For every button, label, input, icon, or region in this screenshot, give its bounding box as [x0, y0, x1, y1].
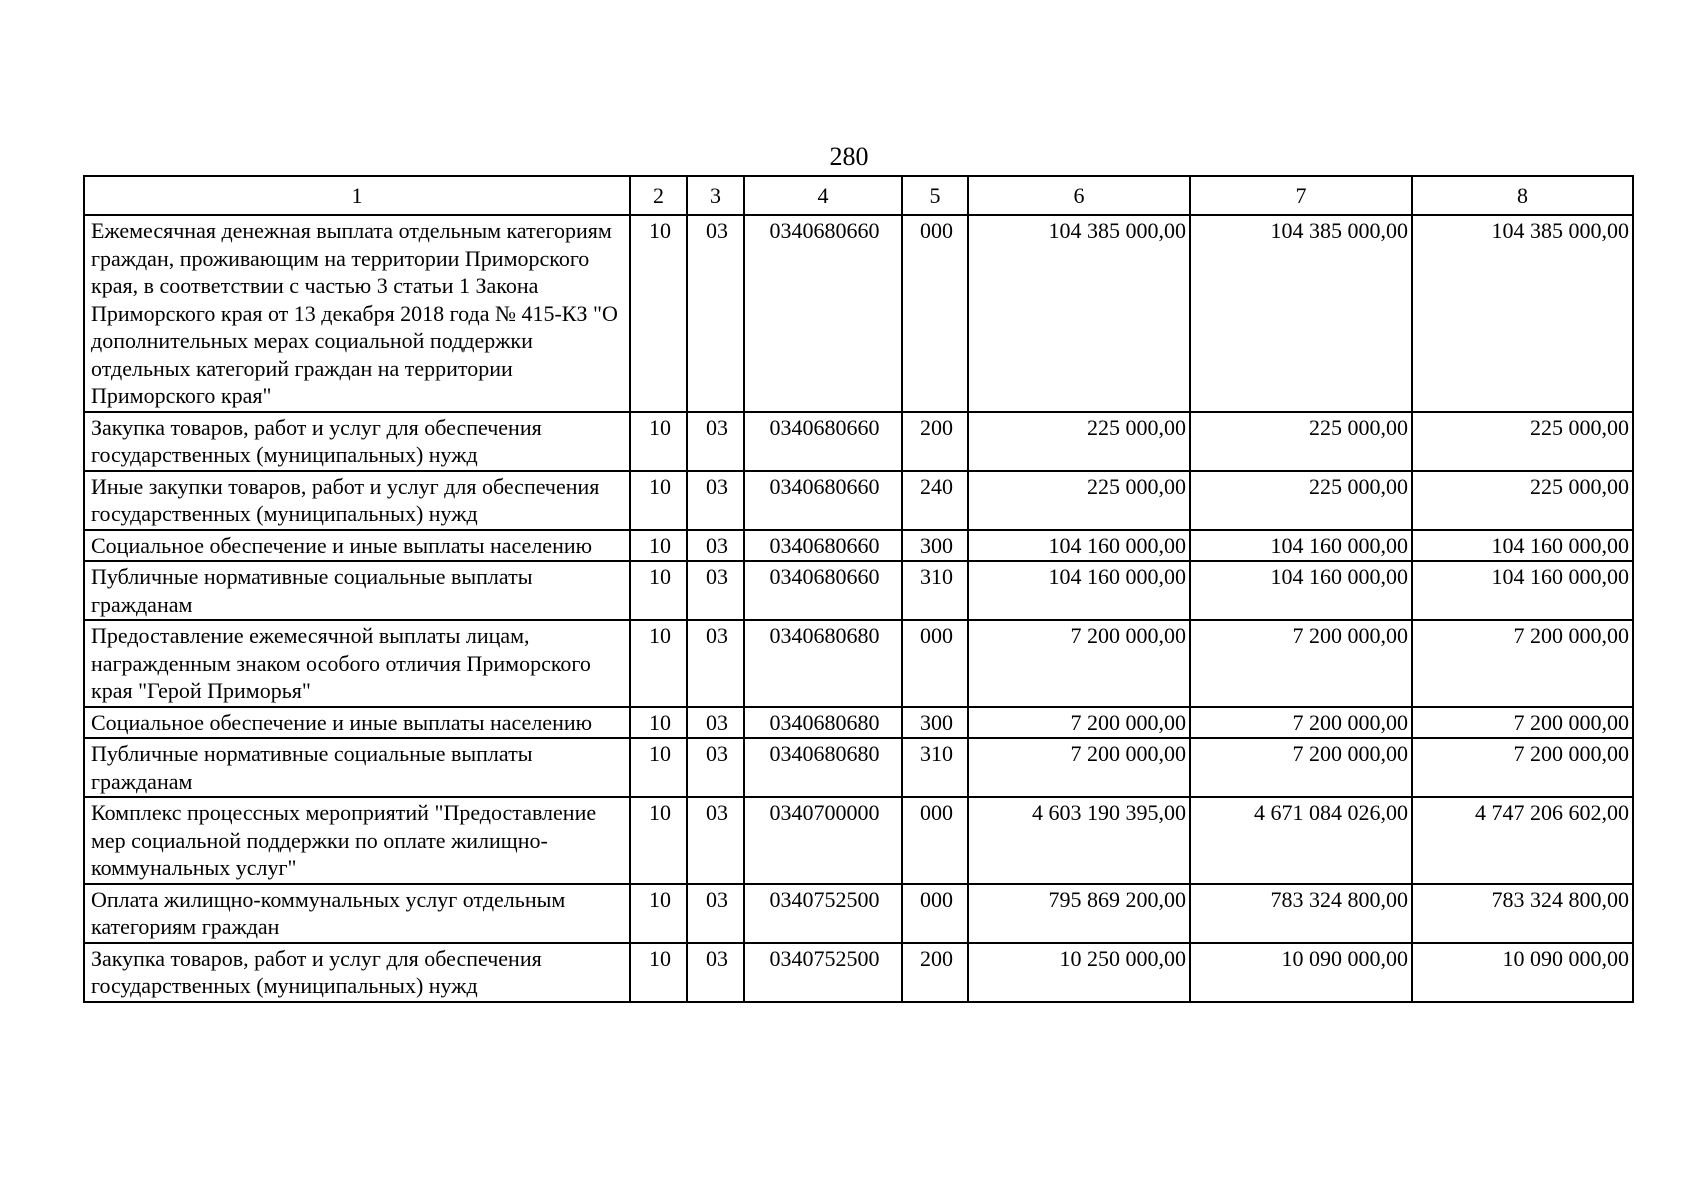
amount-cell-col7: 225 000,00	[1190, 412, 1412, 471]
row-name-cell: Публичные нормативные социальные выплаты гражданам	[84, 561, 630, 620]
amount-cell-col6: 104 385 000,00	[968, 215, 1190, 412]
section-code-cell: 10	[630, 884, 687, 943]
table-row	[84, 797, 1633, 884]
amount-cell-col7: 7 200 000,00	[1190, 738, 1412, 797]
amount-cell-col6: 4 603 190 395,00	[968, 797, 1190, 884]
amount-cell-col6: 10 250 000,00	[968, 943, 1190, 1002]
amount-cell-col6: 795 869 200,00	[968, 884, 1190, 943]
expense-type-cell: 310	[902, 561, 968, 620]
amount-cell-col7: 7 200 000,00	[1190, 707, 1412, 739]
table-body	[84, 215, 1633, 1002]
section-code-cell: 10	[630, 797, 687, 884]
amount-cell-col8: 10 090 000,00	[1412, 943, 1633, 1002]
amount-cell-col8: 225 000,00	[1412, 412, 1633, 471]
target-article-cell: 0340680680	[744, 620, 902, 707]
amount-cell-col8: 225 000,00	[1412, 471, 1633, 530]
expense-type-cell: 200	[902, 412, 968, 471]
column-header: 1	[84, 176, 630, 215]
row-name-cell: Закупка товаров, работ и услуг для обеспечения государственных (муниципальных) нужд	[84, 412, 630, 471]
target-article-cell: 0340700000	[744, 797, 902, 884]
expense-type-cell: 240	[902, 471, 968, 530]
subsection-code-cell: 03	[687, 797, 744, 884]
table-row	[84, 412, 1633, 471]
amount-cell-col6: 225 000,00	[968, 471, 1190, 530]
table-row	[84, 884, 1633, 943]
subsection-code-cell: 03	[687, 215, 744, 412]
amount-cell-col8: 104 160 000,00	[1412, 561, 1633, 620]
expense-type-cell: 000	[902, 797, 968, 884]
header-row	[84, 176, 1633, 215]
row-name-cell: Социальное обеспечение и иные выплаты населению	[84, 530, 630, 562]
table-row	[84, 707, 1633, 739]
amount-cell-col8: 7 200 000,00	[1412, 738, 1633, 797]
amount-cell-col7: 104 385 000,00	[1190, 215, 1412, 412]
target-article-cell: 0340680680	[744, 707, 902, 739]
amount-cell-col7: 104 160 000,00	[1190, 530, 1412, 562]
expense-type-cell: 000	[902, 884, 968, 943]
subsection-code-cell: 03	[687, 561, 744, 620]
amount-cell-col8: 7 200 000,00	[1412, 620, 1633, 707]
amount-cell-col7: 104 160 000,00	[1190, 561, 1412, 620]
table-row	[84, 943, 1633, 1002]
budget-table	[83, 175, 1634, 1003]
target-article-cell: 0340680660	[744, 215, 902, 412]
amount-cell-col8: 104 385 000,00	[1412, 215, 1633, 412]
subsection-code-cell: 03	[687, 738, 744, 797]
row-name-cell: Иные закупки товаров, работ и услуг для обеспечения государственных (муниципальных) нужд	[84, 471, 630, 530]
subsection-code-cell: 03	[687, 620, 744, 707]
expense-type-cell: 300	[902, 707, 968, 739]
row-name-cell: Социальное обеспечение и иные выплаты населению	[84, 707, 630, 739]
expense-type-cell: 200	[902, 943, 968, 1002]
subsection-code-cell: 03	[687, 530, 744, 562]
expense-type-cell: 000	[902, 620, 968, 707]
amount-cell-col6: 7 200 000,00	[968, 707, 1190, 739]
section-code-cell: 10	[630, 561, 687, 620]
amount-cell-col7: 7 200 000,00	[1190, 620, 1412, 707]
target-article-cell: 0340680680	[744, 738, 902, 797]
expense-type-cell: 300	[902, 530, 968, 562]
section-code-cell: 10	[630, 215, 687, 412]
section-code-cell: 10	[630, 943, 687, 1002]
amount-cell-col8: 4 747 206 602,00	[1412, 797, 1633, 884]
column-header: 4	[744, 176, 902, 215]
target-article-cell: 0340752500	[744, 884, 902, 943]
amount-cell-col6: 7 200 000,00	[968, 620, 1190, 707]
column-header: 5	[902, 176, 968, 215]
column-header: 2	[630, 176, 687, 215]
row-name-cell: Закупка товаров, работ и услуг для обеспечения государственных (муниципальных) нужд	[84, 943, 630, 1002]
table-row	[84, 561, 1633, 620]
amount-cell-col7: 225 000,00	[1190, 471, 1412, 530]
column-header: 7	[1190, 176, 1412, 215]
amount-cell-col7: 4 671 084 026,00	[1190, 797, 1412, 884]
subsection-code-cell: 03	[687, 884, 744, 943]
amount-cell-col6: 225 000,00	[968, 412, 1190, 471]
table-row	[84, 530, 1633, 562]
row-name-cell: Предоставление ежемесячной выплаты лицам, награжденным знаком особого отличия Приморского края "Герой Приморья"	[84, 620, 630, 707]
section-code-cell: 10	[630, 530, 687, 562]
amount-cell-col8: 104 160 000,00	[1412, 530, 1633, 562]
amount-cell-col6: 7 200 000,00	[968, 738, 1190, 797]
column-header: 8	[1412, 176, 1633, 215]
target-article-cell: 0340680660	[744, 530, 902, 562]
column-header: 3	[687, 176, 744, 215]
target-article-cell: 0340752500	[744, 943, 902, 1002]
row-name-cell: Оплата жилищно-коммунальных услуг отдельным категориям граждан	[84, 884, 630, 943]
section-code-cell: 10	[630, 707, 687, 739]
subsection-code-cell: 03	[687, 707, 744, 739]
expense-type-cell: 310	[902, 738, 968, 797]
table-row	[84, 471, 1633, 530]
target-article-cell: 0340680660	[744, 561, 902, 620]
expense-type-cell: 000	[902, 215, 968, 412]
section-code-cell: 10	[630, 620, 687, 707]
section-code-cell: 10	[630, 738, 687, 797]
amount-cell-col8: 7 200 000,00	[1412, 707, 1633, 739]
amount-cell-col6: 104 160 000,00	[968, 561, 1190, 620]
table-row	[84, 215, 1633, 412]
row-name-cell: Комплекс процессных мероприятий "Предоставление мер социальной поддержки по оплате жилищно-коммунальных услуг"	[84, 797, 630, 884]
table-row	[84, 620, 1633, 707]
table-row	[84, 738, 1633, 797]
section-code-cell: 10	[630, 471, 687, 530]
subsection-code-cell: 03	[687, 471, 744, 530]
target-article-cell: 0340680660	[744, 471, 902, 530]
column-header: 6	[968, 176, 1190, 215]
page-number: 280	[829, 142, 869, 171]
amount-cell-col7: 10 090 000,00	[1190, 943, 1412, 1002]
amount-cell-col7: 783 324 800,00	[1190, 884, 1412, 943]
row-name-cell: Публичные нормативные социальные выплаты гражданам	[84, 738, 630, 797]
target-article-cell: 0340680660	[744, 412, 902, 471]
row-name-cell: Ежемесячная денежная выплата отдельным категориям граждан, проживающим на территории Приморского края, в соответствии с частью 3 статьи 1 Закона Приморского края от 13 декабря 2018 года № 415-КЗ "О дополнительных мерах социальной поддержки отдельных категорий граждан на территории Приморского края"	[84, 215, 630, 412]
subsection-code-cell: 03	[687, 943, 744, 1002]
amount-cell-col6: 104 160 000,00	[968, 530, 1190, 562]
section-code-cell: 10	[630, 412, 687, 471]
amount-cell-col8: 783 324 800,00	[1412, 884, 1633, 943]
subsection-code-cell: 03	[687, 412, 744, 471]
